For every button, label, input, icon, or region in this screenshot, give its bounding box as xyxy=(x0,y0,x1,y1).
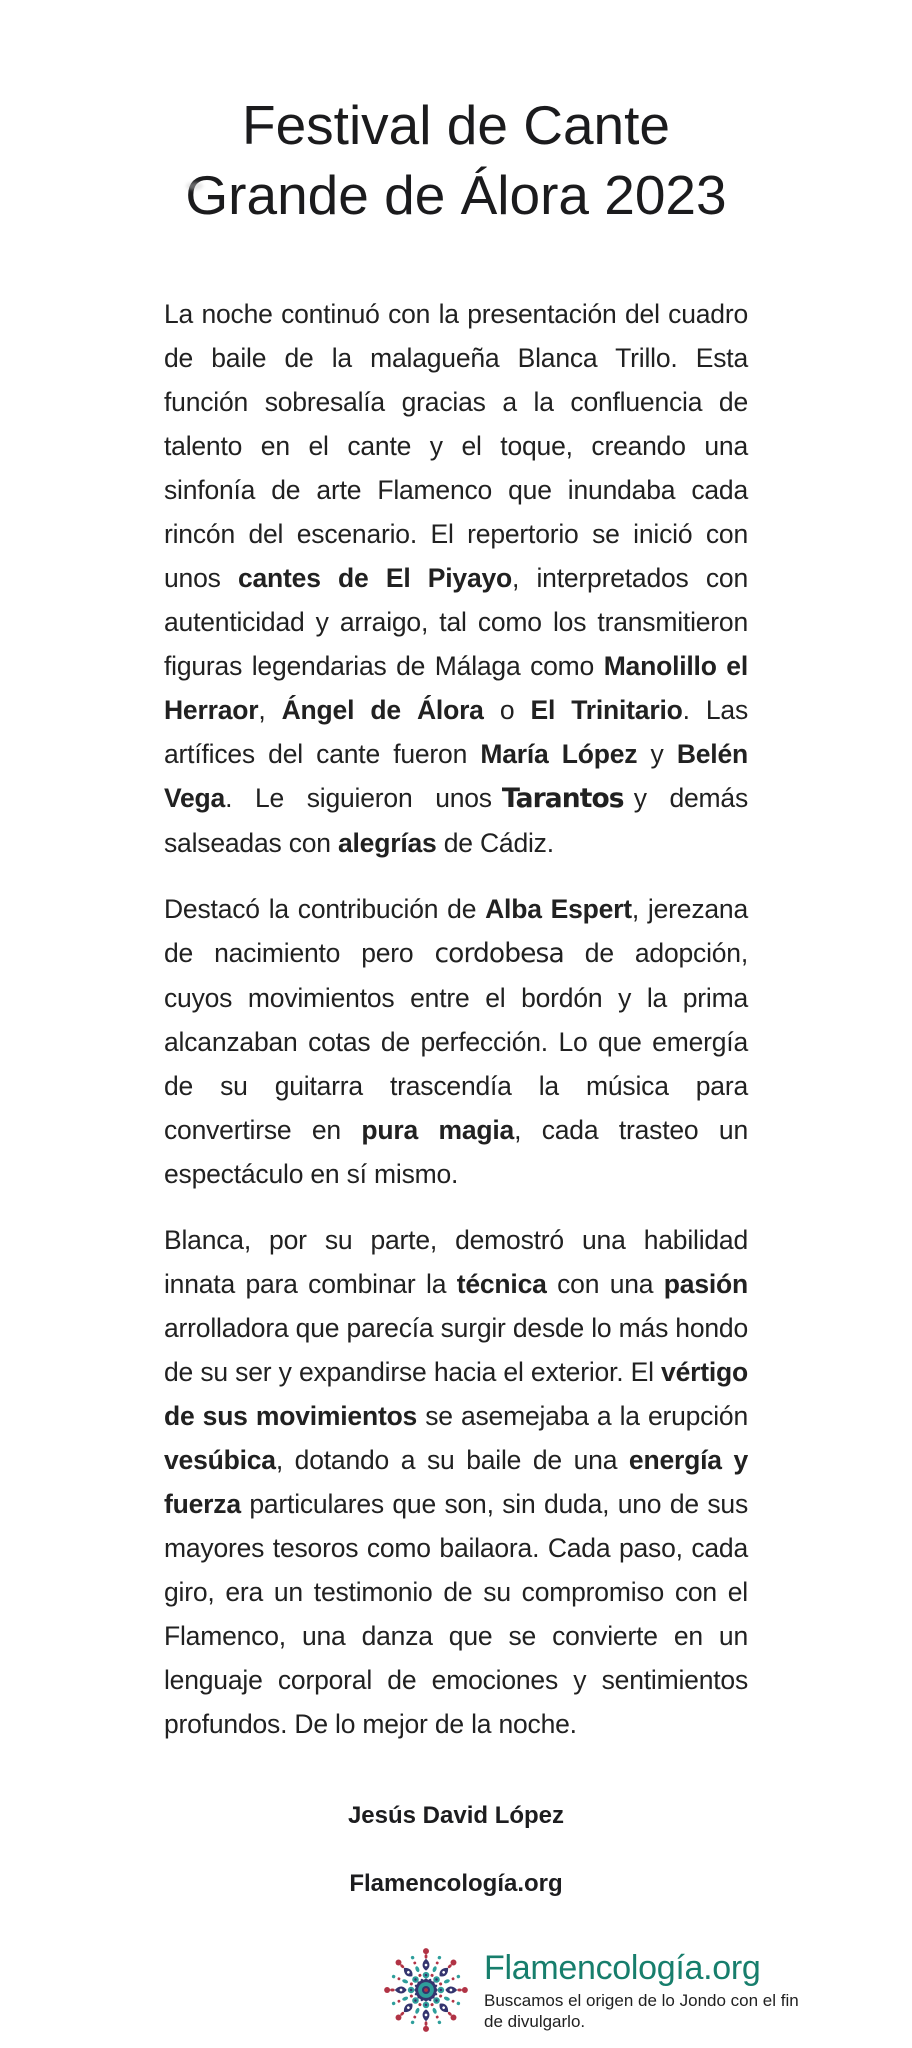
byline-site: Flamencología.org xyxy=(349,1870,563,1897)
text-segment: cordobesa xyxy=(434,938,564,969)
text-segment: alegrías xyxy=(337,828,437,858)
text-segment: particulares que son, sin duda, uno de sus mayores tesoros como bailaora. Cada paso, cada giro, era un testimonio de su compromiso con el Flamenco, una danza que se convierte en un lenguaje corporal de emociones y sentimientos profundos. De lo mejor de la noche. xyxy=(164,1489,748,1739)
mandala-rosette-icon xyxy=(378,1942,474,2038)
text-segment: Ángel de Álora xyxy=(281,695,484,725)
flamencologia-logo[interactable] xyxy=(378,1942,799,2038)
text-segment: cantes de El Piyayo xyxy=(237,563,513,593)
article-paragraph xyxy=(164,887,748,1196)
text-segment: y xyxy=(637,739,677,769)
text-segment: , interpretados con autenticidad y arraigo, tal como los transmitieron figuras legendarias de Málaga como xyxy=(164,563,748,681)
text-segment: pura magia xyxy=(361,1115,515,1145)
logo-tagline-line1: Buscamos el origen de lo Jondo con el fin xyxy=(484,1991,799,2010)
text-segment: Alba Espert xyxy=(485,894,632,924)
byline-author: Jesús David López xyxy=(347,1802,565,1829)
text-segment: Belén Vega xyxy=(164,739,748,813)
text-segment: , cada trasteo un espectáculo en sí mismo. xyxy=(164,1115,748,1189)
text-segment: técnica xyxy=(456,1269,547,1299)
article-paragraph xyxy=(164,292,748,865)
text-segment: María López xyxy=(480,739,638,769)
text-segment: vértigo de sus movimientos xyxy=(164,1357,748,1431)
text-segment: de Cádiz. xyxy=(436,828,554,858)
logo-tagline xyxy=(484,1990,799,2032)
text-segment: arrolladora que parecía surgir desde lo más hondo de su ser y expandirse hacia el exterior. El xyxy=(164,1313,748,1387)
text-segment: La noche continuó con la presentación del cuadro de baile de la malagueña Blanca Trillo. Esta función sobresalía gracias a la confluencia de talento en el cante y el toque, creando una sinfonía de arte Flamenco que inundaba cada rincón del escenario. El repertorio se inició con unos xyxy=(164,299,748,593)
text-segment: Destacó la contribución de xyxy=(164,894,486,924)
text-segment: pasión xyxy=(663,1269,748,1299)
text-segment: , jerezana de nacimiento pero xyxy=(164,894,748,968)
page-title-line1: Festival de Cante xyxy=(242,94,670,156)
page-title-line2: Grande de Álora 2023 xyxy=(185,164,727,226)
text-segment: , xyxy=(258,695,282,725)
text-segment: . Las artífices del cante fueron xyxy=(164,695,749,769)
text-segment: o xyxy=(483,695,531,725)
text-segment: , dotando a su baile de una xyxy=(275,1445,629,1475)
logo-tagline-line2: de divulgarlo. xyxy=(484,2012,586,2031)
page-title xyxy=(76,90,836,230)
text-segment: Manolillo el Herraor xyxy=(164,651,748,725)
text-segment: Tarantos xyxy=(501,783,624,814)
text-segment: se asemejaba a la erupción xyxy=(417,1401,748,1431)
text-segment: El Trinitario xyxy=(530,695,683,725)
logo-brand-name: Flamencología.org xyxy=(484,1949,761,1987)
smudge-artifact xyxy=(186,182,203,190)
logo-text-block xyxy=(484,1948,799,2032)
text-segment: con una xyxy=(546,1269,664,1299)
text-segment: energía y fuerza xyxy=(164,1445,748,1519)
text-segment: de adopción, cuyos movimientos entre el bordón y la prima alcanzaban cotas de perfección. Lo que emergía de su guitarra trascendía la música para convertirse en xyxy=(164,938,748,1145)
text-segment: y demás salseadas con xyxy=(164,783,748,858)
article-body xyxy=(164,292,748,1746)
text-segment: Blanca, por su parte, demostró una habilidad innata para combinar la xyxy=(164,1225,748,1299)
article-paragraph xyxy=(164,1218,748,1746)
text-segment: . Le siguieron unos xyxy=(225,783,492,813)
text-segment: vesúbica xyxy=(164,1445,276,1475)
